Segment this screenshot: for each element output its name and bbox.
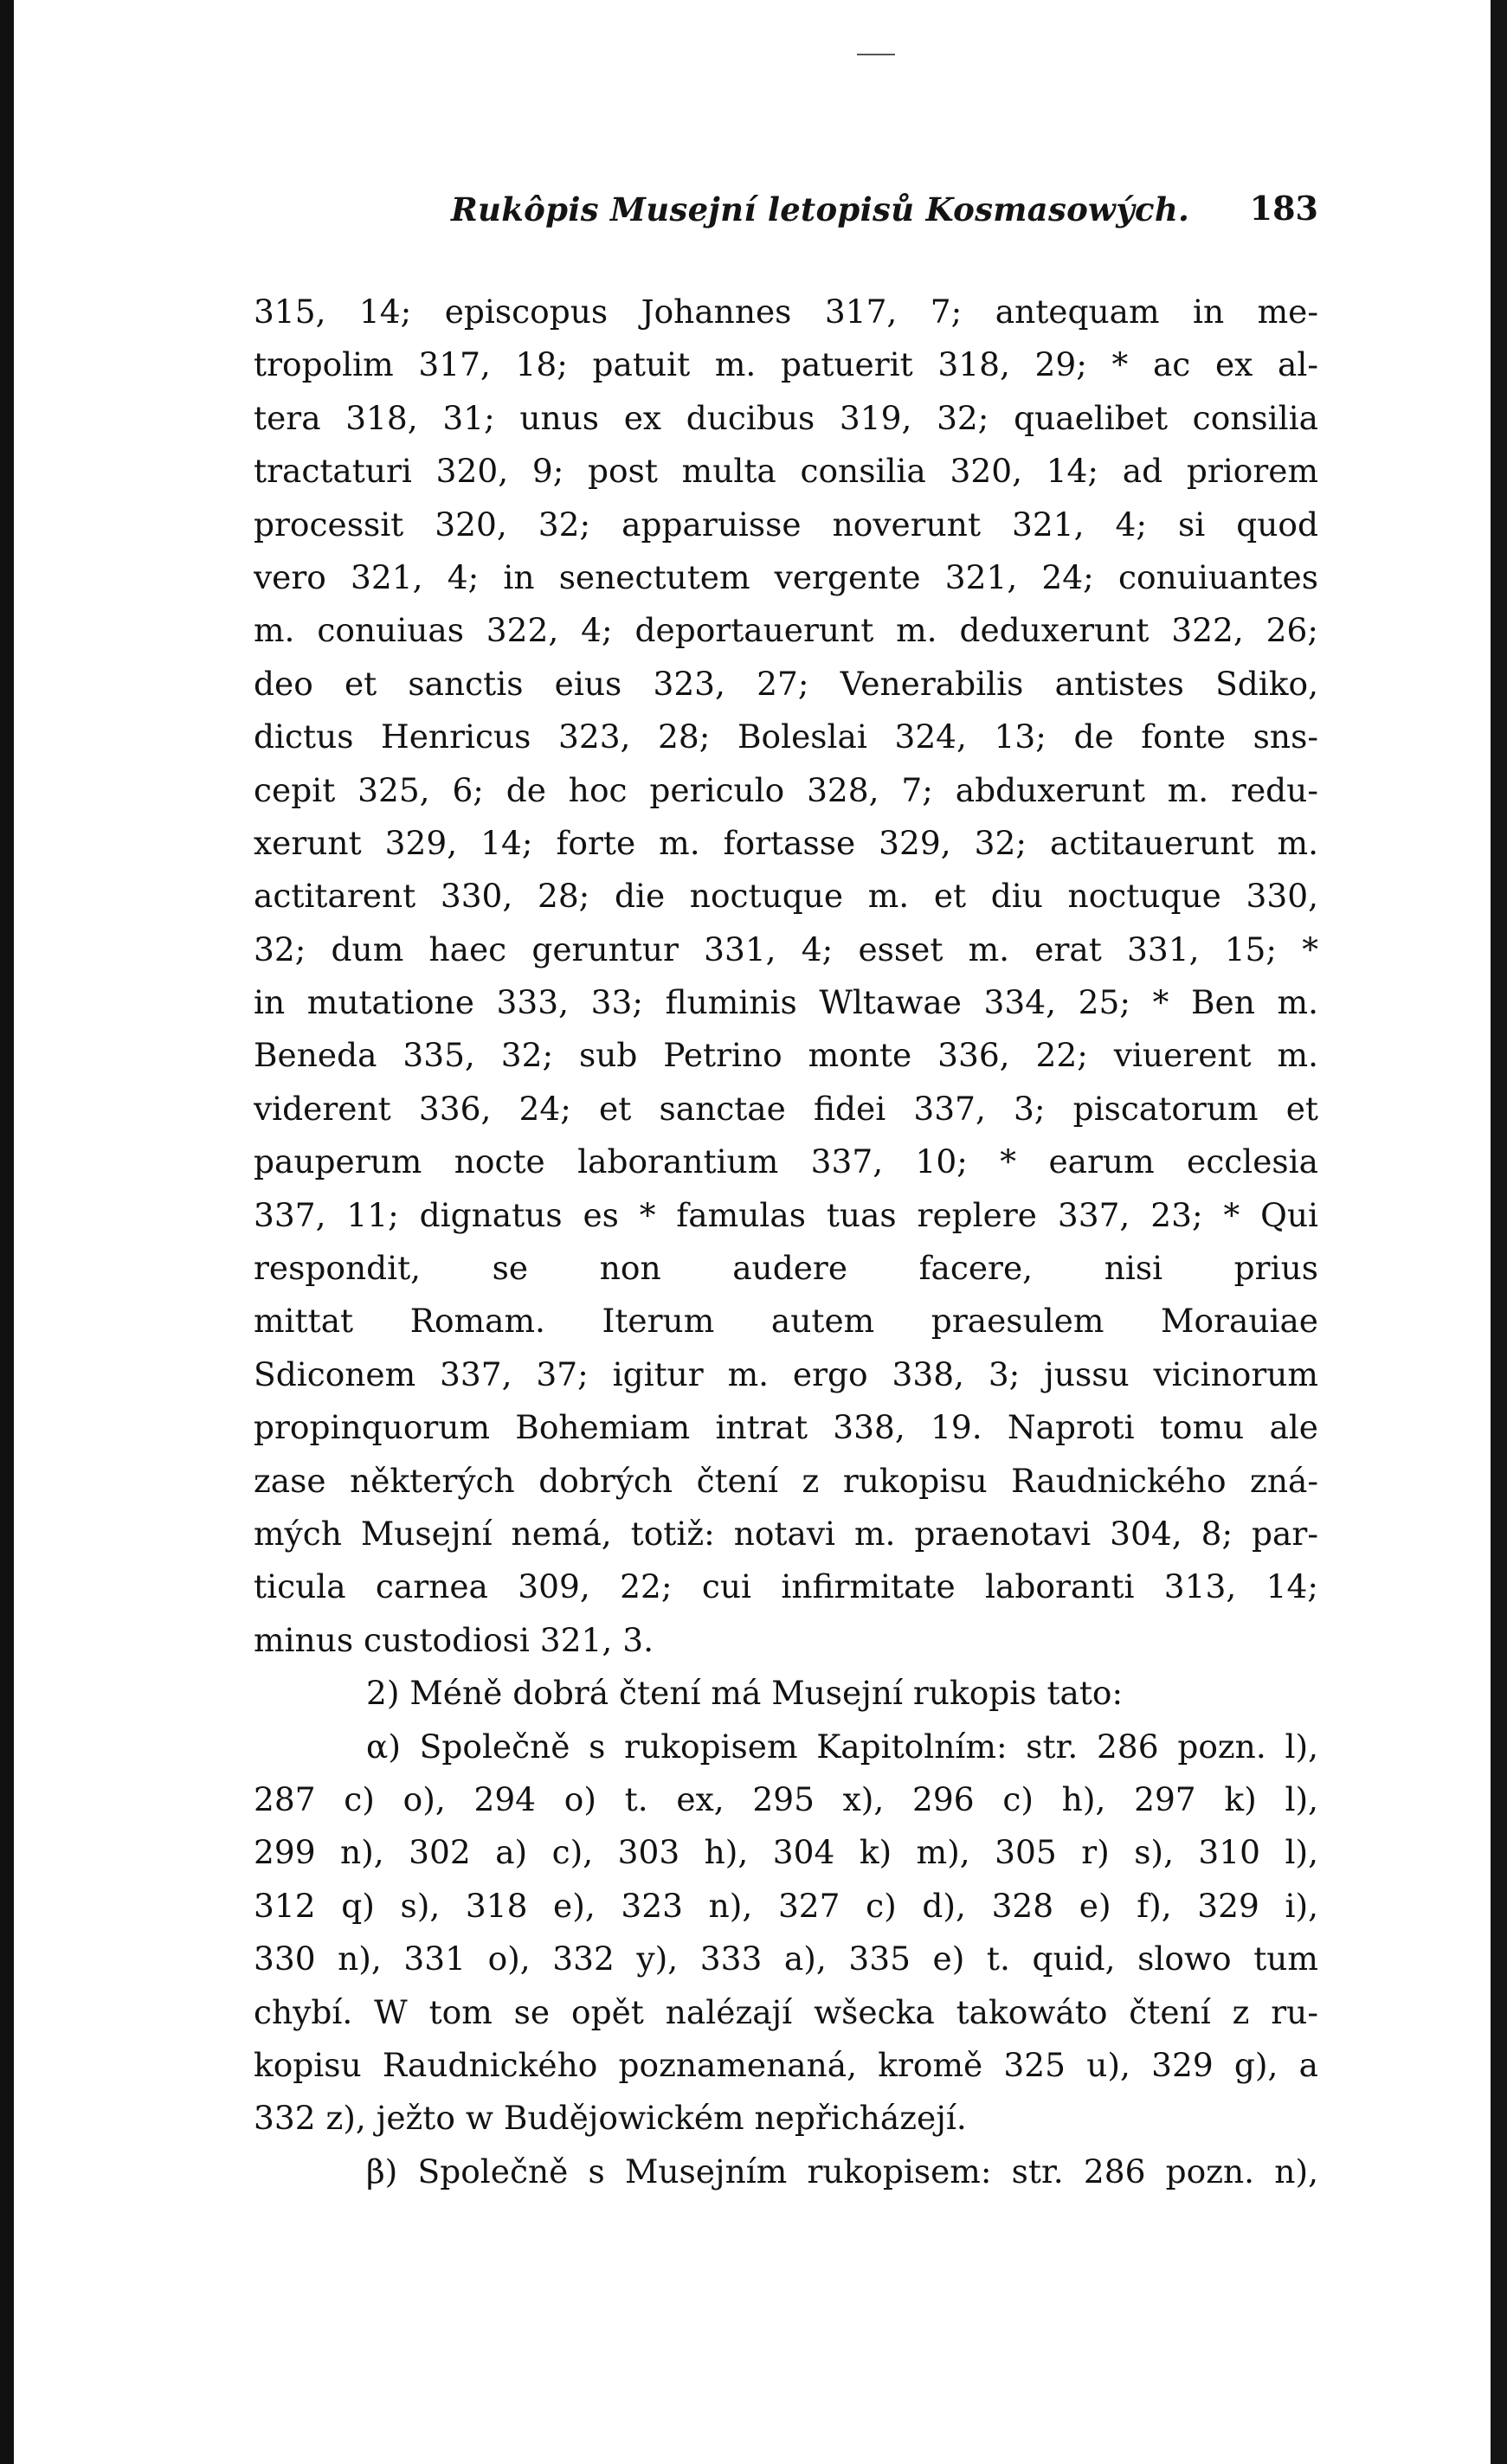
text-line: ticula carnea 309, 22; cui infirmitate laboranti 313, 14; — [254, 1567, 1318, 1606]
running-title: Rukôpis Musejní letopisů Kosmasowých. — [451, 190, 1190, 228]
text-line: cepit 325, 6; de hoc periculo 328, 7; abduxerunt m. redu- — [254, 770, 1318, 809]
scan-edge-left — [0, 0, 14, 2464]
text-line: 337, 11; dignatus es * famulas tuas replere 337, 23; * Qui — [254, 1195, 1318, 1234]
text-line: tera 318, 31; unus ex ducibus 319, 32; quaelibet consilia — [254, 398, 1318, 437]
page-header — [254, 189, 1318, 249]
text-line: 315, 14; episcopus Johannes 317, 7; antequam in me- — [254, 293, 1318, 331]
text-line: 32; dum haec geruntur 331, 4; esset m. erat 331, 15; * — [254, 930, 1318, 968]
text-line: deo et sanctis eius 323, 27; Venerabilis antistes Sdiko, — [254, 664, 1318, 703]
text-line: vero 321, 4; in senectutem vergente 321, 24; conuiuantes — [254, 557, 1318, 596]
text-line: tractaturi 320, 9; post multa consilia 320, 14; ad priorem — [254, 452, 1318, 491]
text-line: minus custodiosi 321, 3. — [254, 1620, 654, 1659]
section-heading-line: 2) Méně dobrá čtení má Musejní rukopis tato: — [366, 1674, 1124, 1713]
text-line: chybí. W tom se opět nalézají wšecka takowáto čtení z ru- — [254, 1992, 1318, 2031]
scan-mark — [857, 54, 895, 55]
text-line: viderent 336, 24; et sanctae fidei 337, 3; piscatorum et — [254, 1089, 1318, 1128]
text-line: respondit, se non audere facere, nisi prius — [254, 1249, 1318, 1288]
text-line: m. conuiuas 322, 4; deportauerunt m. deduxerunt 322, 26; — [254, 611, 1318, 650]
text-line: 332 z), ježto w Budějowickém nepřicházejí. — [254, 2099, 967, 2138]
text-line: 287 c) o), 294 o) t. ex, 295 x), 296 c) h), 297 k) l), — [254, 1779, 1318, 1818]
text-line: kopisu Raudnického poznamenaná, kromě 325 u), 329 g), a — [254, 2045, 1318, 2084]
text-line: Sdiconem 337, 37; igitur m. ergo 338, 3; jussu vicinorum — [254, 1354, 1318, 1393]
text-line: Beneda 335, 32; sub Petrino monte 336, 22; viuerent m. — [254, 1036, 1318, 1075]
text-line: pauperum nocte laborantium 337, 10; * earum ecclesia — [254, 1142, 1318, 1181]
text-line: tropolim 317, 18; patuit m. patuerit 318, 29; * ac ex al- — [254, 345, 1318, 384]
text-line: α) Společně s rukopisem Kapitolním: str. 286 pozn. l), — [366, 1727, 1318, 1766]
text-line: processit 320, 32; apparuisse noverunt 321, 4; si quod — [254, 505, 1318, 544]
text-line: xerunt 329, 14; forte m. fortasse 329, 32; actitauerunt m. — [254, 823, 1318, 862]
text-line: β) Společně s Musejním rukopisem: str. 286 pozn. n), — [366, 2152, 1318, 2191]
text-line: actitarent 330, 28; die noctuque m. et diu noctuque 330, — [254, 877, 1318, 916]
text-line: dictus Henricus 323, 28; Boleslai 324, 13; de fonte sns- — [254, 717, 1318, 756]
text-line: in mutatione 333, 33; fluminis Wltawae 334, 25; * Ben m. — [254, 983, 1318, 1022]
text-line: mittat Romam. Iterum autem praesulem Morauiae — [254, 1302, 1318, 1341]
scan-edge-right — [1491, 0, 1507, 2464]
body-text — [254, 286, 1318, 2198]
text-line: propinquorum Bohemiam intrat 338, 19. Naproti tomu ale — [254, 1408, 1318, 1447]
text-line: 312 q) s), 318 e), 323 n), 327 c) d), 328 e) f), 329 i), — [254, 1886, 1318, 1925]
text-line: 299 n), 302 a) c), 303 h), 304 k) m), 305 r) s), 310 l), — [254, 1833, 1318, 1872]
book-page — [254, 189, 1318, 2404]
text-line: 330 n), 331 o), 332 y), 333 a), 335 e) t. quid, slowo tum — [254, 1940, 1318, 1978]
text-line: zase některých dobrých čtení z rukopisu Raudnického zná- — [254, 1461, 1318, 1500]
page-number: 183 — [1249, 189, 1318, 228]
text-line: mých Musejní nemá, totiž: notavi m. praenotavi 304, 8; par- — [254, 1514, 1318, 1553]
